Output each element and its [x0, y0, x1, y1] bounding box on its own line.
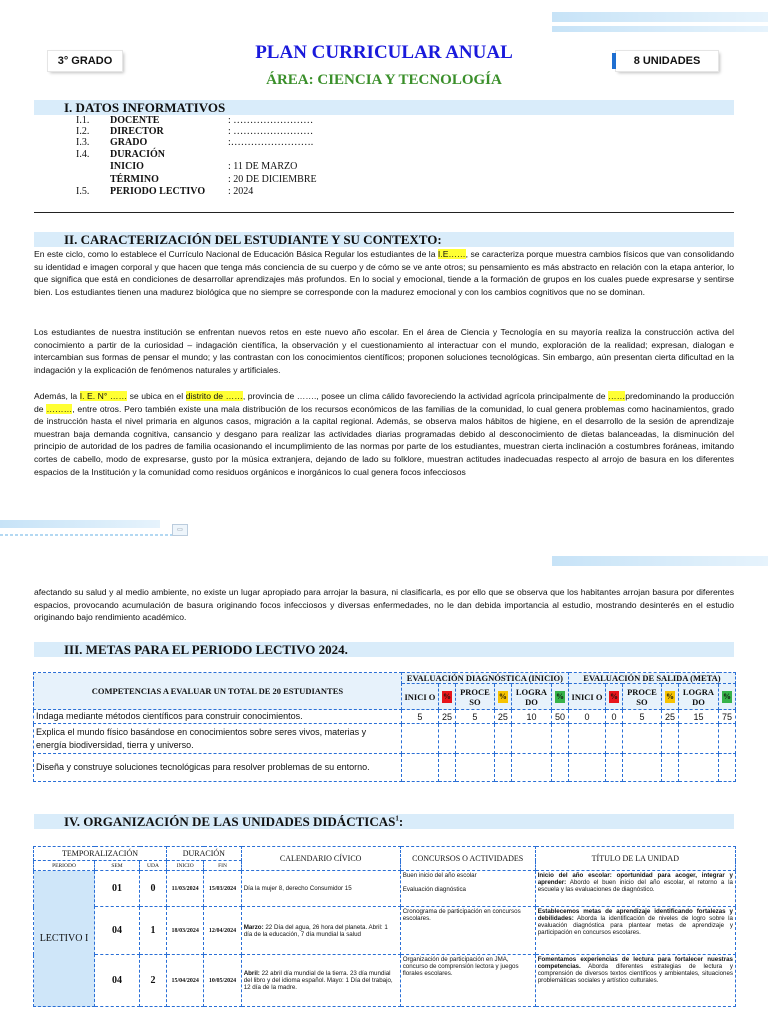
page-break-icon: ▭	[172, 524, 188, 536]
info-value: : ……………………	[228, 126, 314, 137]
value-cell	[606, 724, 623, 754]
concursos-header: CONCURSOS O ACTIVIDADES	[400, 847, 535, 871]
level-subheader: LOGRA DO	[678, 684, 718, 710]
decor-stripe	[552, 556, 768, 566]
value-cell	[606, 754, 623, 782]
p3-highlight-actividad: ……	[608, 391, 626, 401]
section-2-title: II. CARACTERIZACIÓN DEL ESTUDIANTE Y SU CONTEXTO:	[64, 232, 442, 247]
calendario-text: Día la mujer 8, derecho Consumidor 15	[243, 885, 352, 892]
percent-marker: %	[723, 691, 732, 701]
value-cell	[568, 724, 605, 754]
section-4-title: IV. ORGANIZACIÓN DE LAS UNIDADES DIDÁCTICAS$^1$:	[64, 814, 404, 829]
p3-text-e: , entre otros. Pero también existe una mala distribución de los recursos económicos de las familias de la comunidad, lo cual genera problemas como hacinamientos, grado de instrucción hasta el nivel primaria en algunos casos, migración a la capital regional. Además, se observa malos hábitos de higiene, en el desarrollo de la sesión de aprendizaje muestran baja demanda cognitiva, cansancio y desgano para realizar las actividades diarias programadas debido al desconocimiento de dietas balanceadas, la disminución del principio de autoridad de los padres de familia ocasionando el incumplimiento de las normas por parte de los estudiantes, muestran cierta inclinación a costumbres foráneas, imitando cortes de cabello, modo de expresarse, gusto por la música extranjera, dejando de lado su folklore, muestran actitudes inadecuadas respecto al arrojo de basura en los diferentes espacios de la Institución y la comunidad como residuos orgánicos e inorgánicos lo cual genera focos infecciosos	[34, 403, 734, 477]
value-cell: 10	[511, 710, 551, 724]
units-badge	[616, 51, 718, 71]
sem-subheader: SEM	[95, 861, 140, 871]
decor-stripe	[0, 520, 160, 528]
info-num: I.3.	[76, 137, 90, 148]
paragraph-3	[34, 390, 734, 478]
table-row	[34, 955, 736, 1007]
titulo-text: Aborda diferentes estrategias de lectura y comprensión de diversos textos científicos y ambientales, situaciones problemáticas sociales y artístico culturales.	[537, 963, 733, 984]
value-cell: 0	[606, 710, 623, 724]
level-subheader	[494, 684, 511, 710]
titulo-text: Abordo el buen inicio del año escolar, el retorno a la escuela y las evaluaciones de diagnóstico.	[537, 879, 733, 893]
value-cell	[568, 754, 605, 782]
level-subheader	[439, 684, 456, 710]
fin-cell: 12/04/2024	[204, 907, 241, 955]
value-cell: 15	[678, 710, 718, 724]
value-cell: 25	[439, 710, 456, 724]
calendario-month: Marzo:	[243, 923, 264, 931]
fin-cell: 15/03/2024	[204, 871, 241, 907]
calendario-text: 22 Día del agua, 26 hora del planeta. Abril: 1 día de la educación, 7 día mundial la salud	[243, 923, 388, 938]
uda-cell: 2	[140, 955, 167, 1007]
section-3-title: III. METAS PARA EL PERIODO LECTIVO 2024.	[64, 642, 348, 657]
competencia-cell: Indaga mediante métodos científicos para construir conocimientos.	[34, 710, 402, 724]
percent-marker: %	[609, 691, 618, 701]
info-label: GRADO	[110, 137, 148, 148]
percent-marker: %	[665, 691, 674, 701]
info-value: :…………………….	[228, 137, 314, 148]
goals-table	[33, 672, 736, 782]
table-row	[34, 871, 736, 907]
calendario-header: CALENDARIO CÍVICO	[241, 847, 400, 871]
level-subheader: PROCE SO	[622, 684, 661, 710]
info-num: I.4.	[76, 149, 90, 160]
concursos-cell: Organización de participación en JMA, concurso de comprensión lectora y juegos florales escolares.	[400, 955, 535, 1007]
section-1-title: I. DATOS INFORMATIVOS	[64, 100, 226, 115]
inicio-cell: 18/03/2024	[167, 907, 204, 955]
value-cell	[678, 724, 718, 754]
value-cell: 5	[401, 710, 438, 724]
area-title: ÁREA: CIENCIA Y TECNOLOGÍA	[266, 72, 502, 88]
calendario-cell	[241, 871, 400, 907]
value-cell	[719, 724, 736, 754]
p3-text-d: predominando la producción de	[34, 391, 734, 414]
value-cell: 5	[455, 710, 494, 724]
value-cell	[455, 724, 494, 754]
value-cell	[678, 754, 718, 782]
temporalizacion-header: TEMPORALIZACIÓN	[34, 847, 167, 861]
info-value: : ……………………	[228, 115, 314, 126]
value-cell: 5	[622, 710, 661, 724]
section-4-title-text: IV. ORGANIZACIÓN DE LAS UNIDADES DIDÁCTICAS	[64, 814, 396, 829]
grade-badge	[48, 51, 122, 71]
value-cell: 75	[719, 710, 736, 724]
concursos-cell: Buen inicio del año escolar Evaluación diagnóstica	[400, 871, 535, 907]
paragraph-2: Los estudiantes de nuestra institución se enfrentan nuevos retos en este nuevo año escolar. En el área de Ciencia y Tecnología en su mayoría realiza la construcción activa del conocimiento a partir de la curiosidad – indagación científica, la observación y el cuestionamiento al interactuar con el mundo, exploración de la realidad; expresan, dialogan e intercambian sus formas de pensar el mundo; y las contrastan con los conocimientos científicos; proponen soluciones tecnológicas. Sin embargo, aún presentan cierta dificultad en la indagación y la explicación de fenómenos naturales y artificiales.	[34, 327, 734, 375]
info-label: PERIODO LECTIVO	[110, 186, 206, 197]
info-label: DOCENTE	[110, 115, 160, 126]
p3-highlight-distrito: distrito de ……	[185, 391, 243, 401]
value-cell: 25	[494, 710, 511, 724]
fin-cell: 10/05/2024	[204, 955, 241, 1007]
calendario-cell	[241, 907, 400, 955]
units-table	[33, 846, 736, 1007]
info-label: DURACIÓN	[110, 149, 165, 160]
divider	[34, 212, 734, 213]
value-cell: 25	[662, 710, 679, 724]
competencia-cell: Diseña y construye soluciones tecnológicas para resolver problemas de su entorno.	[34, 754, 402, 782]
calendario-month: Abril:	[243, 970, 260, 977]
paragraph-1	[34, 248, 734, 298]
info-value: : 2024	[228, 186, 254, 197]
competencias-header: COMPETENCIAS A EVALUAR UN TOTAL DE 20 ESTUDIANTES	[34, 673, 402, 710]
value-cell	[439, 754, 456, 782]
info-num: I.1.	[76, 115, 90, 126]
percent-marker: %	[498, 691, 507, 701]
level-subheader	[662, 684, 679, 710]
titulo-bold: Inicio del año escolar: oportunidad para acoger, integrar y aprender:	[537, 872, 733, 886]
value-cell	[662, 754, 679, 782]
info-num: I.5.	[76, 186, 90, 197]
value-cell: 0	[568, 710, 605, 724]
value-cell	[439, 724, 456, 754]
info-label: TÉRMINO	[110, 174, 159, 185]
competencia-cell: Explica el mundo físico basándose en conocimientos sobre seres vivos, materias y energía biodiversidad, tierra y universo.	[34, 724, 402, 754]
p3-text-a: Además, la	[34, 391, 80, 401]
uda-subheader: UDA	[140, 861, 167, 871]
table-row	[34, 754, 736, 782]
grade-badge-label: 3° GRADO	[57, 55, 113, 67]
titulo-cell	[535, 871, 735, 907]
titulo-cell	[535, 955, 735, 1007]
calendario-text: 22 abril día mundial de la tierra. 23 día mundial del libro y del idioma español. Mayo: 1 Día del trabajo, 12 día de la madre.	[243, 970, 393, 991]
level-subheader: INICI O	[568, 684, 605, 710]
value-cell	[511, 754, 551, 782]
percent-marker: %	[555, 691, 564, 701]
p1-highlight: I.E……	[437, 249, 466, 259]
decor-stripe	[0, 534, 190, 536]
percent-marker: %	[442, 691, 451, 701]
footnote-mark: 1	[395, 814, 399, 823]
decor-stripe	[552, 12, 768, 22]
value-cell	[401, 754, 438, 782]
paragraph-4: afectando su salud y al medio ambiente, no existe un lugar apropiado para arrojar la basura, ni clasificarla, es por ello que se observa que los habitantes arrojan basura por diferentes espacios, provocando acumulación de basura originando focos infecciosos y diversas enfermedades, no le dan debida importancia al estudio, mostrando desinterés en el estudio originando bajo rendimiento académico.	[34, 587, 734, 623]
info-value: : 20 DE DICIEMBRE	[228, 174, 317, 185]
level-subheader	[552, 684, 569, 710]
level-subheader: LOGRA DO	[511, 684, 551, 710]
document-title: PLAN CURRICULAR ANUAL	[255, 42, 513, 63]
inicio-subheader: INICIO	[167, 861, 204, 871]
p1-text-b: , se caracteriza porque muestra cambios físicos que van consolidando su identidad e imagen corporal y que hacen que tenga más conciencia de su cuerpo y de cómo se ve ante otros; su pensamiento es más abstracto en relación con la etapa anterior, lo que significa que está en condiciones de desarrollar aprendizajes más profundos. En lo social y emocional, tiende a la formación de grupos en los cuales puede expresarse y sentirse bien. Los estudiantes tienen una madurez biológica que no siempre se corresponde con la madurez emocional y con los cambios cognitivos que no se dominan.	[34, 249, 734, 297]
sem-cell: 04	[95, 907, 140, 955]
periodo-subheader: PERIODO	[34, 861, 95, 871]
titulo-bold: Establecemos metas de aprendizaje identificando fortalezas y debilidades:	[537, 908, 733, 922]
value-cell	[622, 754, 661, 782]
diagnostic-group-header: EVALUACIÓN DIAGNÓSTICA (INICIO)	[401, 673, 568, 684]
units-badge-tab	[612, 53, 616, 69]
titulo-header: TÍTULO DE LA UNIDAD	[535, 847, 735, 871]
value-cell	[662, 724, 679, 754]
duracion-header: DURACIÓN	[167, 847, 242, 861]
p3-highlight-ie: I. E. N° ……	[79, 391, 128, 401]
uda-cell: 1	[140, 907, 167, 955]
value-cell	[552, 754, 569, 782]
table-row	[34, 710, 736, 724]
info-label: INICIO	[110, 161, 144, 172]
sem-cell: 01	[95, 871, 140, 907]
p3-highlight-produccion: ………	[46, 403, 73, 414]
exit-group-header: EVALUACIÓN DE SALIDA (META)	[568, 673, 735, 684]
value-cell	[719, 754, 736, 782]
value-cell	[552, 724, 569, 754]
titulo-bold: Fomentamos experiencias de lectura para fortalecer nuestras competencias.	[537, 956, 733, 970]
value-cell	[401, 724, 438, 754]
value-cell	[494, 724, 511, 754]
value-cell	[455, 754, 494, 782]
level-subheader: PROCE SO	[455, 684, 494, 710]
level-subheader: INICI O	[401, 684, 438, 710]
info-value: : 11 DE MARZO	[228, 161, 298, 172]
fin-subheader: FIN	[204, 861, 241, 871]
calendario-cell	[241, 955, 400, 1007]
table-row	[34, 724, 736, 754]
table-row	[34, 907, 736, 955]
concursos-cell: Cronograma de participación en concursos escolares.	[400, 907, 535, 955]
lectivo-cell: LECTIVO I	[34, 871, 95, 1007]
info-num: I.2.	[76, 126, 90, 137]
level-subheader	[606, 684, 623, 710]
inicio-cell: 15/04/2024	[167, 955, 204, 1007]
decor-stripe	[552, 26, 768, 32]
value-cell	[511, 724, 551, 754]
info-label: DIRECTOR	[110, 126, 164, 137]
units-badge-label: 8 UNIDADES	[633, 55, 701, 67]
value-cell: 50	[552, 710, 569, 724]
inicio-cell: 11/03/2024	[167, 871, 204, 907]
titulo-text: Aborda la identificación de niveles de logro sobre la evaluación diagnóstica para plantear metas de aprendizaje y participación en concursos escolares.	[537, 915, 733, 936]
value-cell	[622, 724, 661, 754]
uda-cell: 0	[140, 871, 167, 907]
p3-text-b: se ubica en el	[127, 391, 186, 401]
titulo-cell	[535, 907, 735, 955]
p1-text-a: En este ciclo, como lo establece el Currículo Nacional de Educación Básica Regular los estudiantes de la	[34, 249, 438, 259]
sem-cell: 04	[95, 955, 140, 1007]
value-cell	[494, 754, 511, 782]
p3-text-c: , provincia de ……., posee un clima cálido favoreciendo la actividad agrícola principalmente de	[242, 391, 609, 401]
level-subheader	[719, 684, 736, 710]
